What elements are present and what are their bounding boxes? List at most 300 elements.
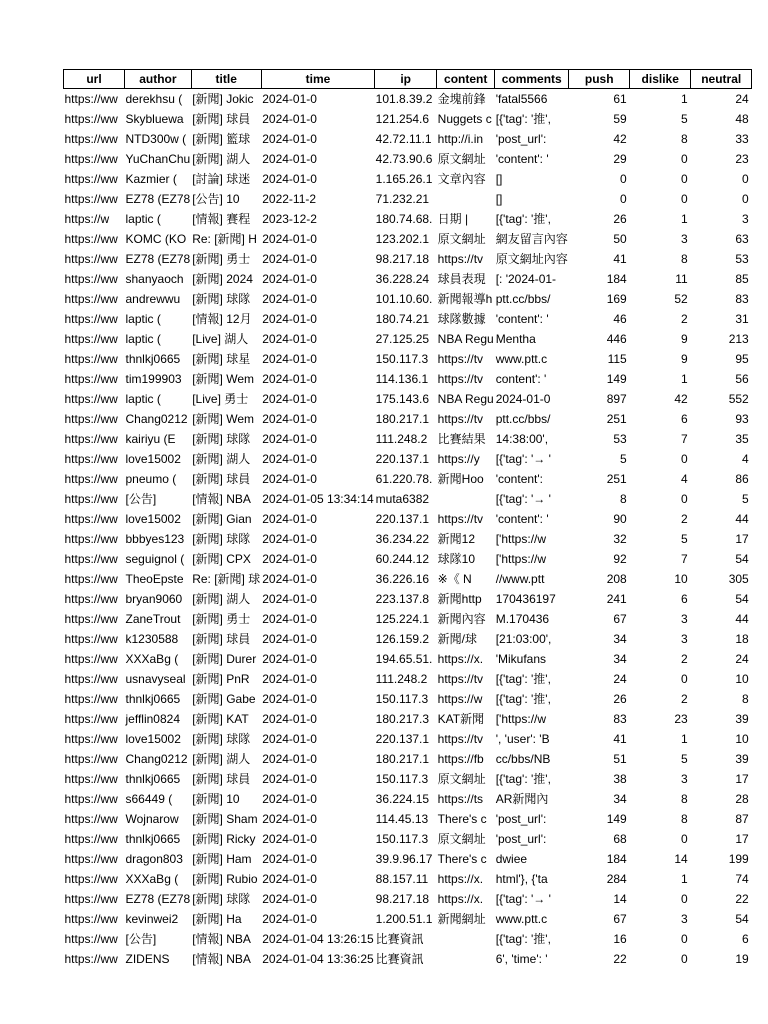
cell-neutral[interactable]: 552 [728, 392, 749, 406]
cell-neutral[interactable]: 10 [735, 732, 749, 746]
cell-ip[interactable]: 121.254.6 [375, 112, 430, 126]
header-author[interactable]: author [125, 70, 192, 89]
cell-author[interactable]: jefflin0824 [125, 712, 180, 726]
cell-time[interactable]: 2024-01-0 [262, 472, 317, 486]
cell-url[interactable]: https://ww [64, 392, 118, 406]
cell-time[interactable]: 2024-01-0 [262, 652, 317, 666]
cell-comments[interactable]: 'content': ' [495, 512, 549, 526]
cell-push[interactable]: 149 [606, 372, 627, 386]
cell-neutral[interactable]: 24 [735, 652, 749, 666]
cell-author[interactable]: laptic ( [125, 332, 161, 346]
cell-ip[interactable]: 111.248.2 [375, 672, 428, 686]
cell-title[interactable]: [新聞] 球隊 [192, 532, 251, 546]
cell-time[interactable]: 2024-01-0 [262, 452, 317, 466]
cell-comments[interactable]: [{'tag': '推', [495, 212, 551, 226]
cell-dislike[interactable]: 0 [681, 152, 688, 166]
cell-url[interactable]: https://ww [64, 792, 118, 806]
cell-author[interactable]: kevinwei2 [125, 912, 179, 926]
cell-url[interactable]: https://ww [64, 152, 118, 166]
cell-author[interactable]: XXXaBg ( [125, 872, 179, 886]
cell-time[interactable]: 2024-01-0 [262, 592, 317, 606]
cell-title[interactable]: [新聞] 球星 [192, 352, 251, 366]
cell-ip[interactable]: 42.72.11.1 [375, 132, 432, 146]
cell-time[interactable]: 2024-01-0 [262, 872, 317, 886]
cell-url[interactable]: https://ww [64, 852, 118, 866]
cell-content[interactable]: 文章內容 [437, 172, 486, 186]
cell-content[interactable]: http://i.in [437, 132, 484, 146]
cell-author[interactable]: KOMC (KO [125, 232, 187, 246]
cell-url[interactable]: https://ww [64, 892, 118, 906]
cell-title[interactable]: Re: [新聞] 球 [192, 572, 261, 586]
cell-ip[interactable]: 36.234.22 [375, 532, 430, 546]
cell-dislike[interactable]: 6 [681, 592, 688, 606]
cell-comments[interactable]: AR新聞內 [495, 792, 549, 806]
cell-url[interactable]: https://ww [64, 732, 118, 746]
cell-neutral[interactable]: 4 [742, 452, 749, 466]
cell-neutral[interactable]: 18 [735, 632, 749, 646]
cell-time[interactable]: 2024-01-0 [262, 532, 317, 546]
cell-comments[interactable]: ['https://w [495, 712, 547, 726]
cell-push[interactable]: 41 [613, 252, 627, 266]
cell-author[interactable]: dragon803 [125, 852, 183, 866]
cell-time[interactable]: 2024-01-04 13:26:15 [262, 932, 374, 946]
cell-neutral[interactable]: 24 [735, 92, 749, 106]
cell-push[interactable]: 34 [613, 652, 627, 666]
cell-neutral[interactable]: 305 [728, 572, 749, 586]
cell-time[interactable]: 2024-01-0 [262, 832, 317, 846]
header-ip[interactable]: ip [375, 70, 437, 89]
cell-time[interactable]: 2024-01-0 [262, 912, 317, 926]
cell-title[interactable]: [新聞] KAT [192, 712, 249, 726]
cell-ip[interactable]: 180.217.3 [375, 712, 430, 726]
cell-url[interactable]: https://ww [64, 832, 118, 846]
cell-dislike[interactable]: 3 [681, 612, 688, 626]
cell-ip[interactable]: 180.217.1 [375, 412, 430, 426]
cell-title[interactable]: [新聞] Jokic [192, 92, 254, 106]
cell-push[interactable]: 16 [613, 932, 627, 946]
cell-content[interactable]: NBA Regu [437, 332, 494, 346]
cell-ip[interactable]: 180.74.68. [375, 212, 433, 226]
cell-push[interactable]: 83 [613, 712, 627, 726]
cell-content[interactable]: 球隊數據 [437, 312, 486, 326]
cell-time[interactable]: 2024-01-0 [262, 252, 317, 266]
cell-content[interactable]: 金塊前鋒 [437, 92, 486, 106]
cell-comments[interactable]: [{'tag': '→ ' [495, 452, 551, 466]
cell-url[interactable]: https://ww [64, 172, 118, 186]
cell-neutral[interactable]: 17 [735, 832, 749, 846]
cell-content[interactable]: https://w [437, 692, 483, 706]
cell-dislike[interactable]: 7 [681, 432, 688, 446]
cell-dislike[interactable]: 3 [681, 632, 688, 646]
cell-push[interactable]: 115 [607, 352, 627, 366]
cell-push[interactable]: 68 [613, 832, 627, 846]
cell-push[interactable]: 46 [613, 312, 627, 326]
cell-comments[interactable]: 'content': [495, 472, 543, 486]
cell-push[interactable]: 51 [613, 752, 627, 766]
cell-content[interactable]: 日期 | [437, 212, 469, 226]
cell-push[interactable]: 0 [620, 192, 627, 206]
cell-dislike[interactable]: 0 [681, 892, 688, 906]
cell-content[interactable]: 新聞網址 [437, 912, 486, 926]
cell-content[interactable]: 原文網址 [437, 832, 486, 846]
cell-content[interactable]: Nuggets c [437, 112, 492, 126]
cell-neutral[interactable]: 3 [742, 212, 749, 226]
cell-title[interactable]: [新聞] Ham [192, 852, 252, 866]
cell-url[interactable]: https://ww [64, 412, 118, 426]
cell-author[interactable]: XXXaBg ( [125, 652, 179, 666]
cell-neutral[interactable]: 19 [735, 952, 749, 966]
cell-time[interactable]: 2024-01-04 13:36:25 [262, 952, 374, 966]
cell-comments[interactable]: 原文網址內容 [495, 252, 568, 266]
cell-dislike[interactable]: 1 [681, 732, 688, 746]
cell-author[interactable]: derekhsu ( [125, 92, 183, 106]
cell-comments[interactable]: 2024-01-0 [495, 392, 551, 406]
cell-time[interactable]: 2024-01-0 [262, 772, 317, 786]
cell-dislike[interactable]: 9 [681, 332, 688, 346]
cell-push[interactable]: 5 [620, 452, 627, 466]
cell-dislike[interactable]: 1 [681, 212, 688, 226]
cell-url[interactable]: https://ww [64, 872, 118, 886]
cell-dislike[interactable]: 5 [681, 112, 688, 126]
cell-title[interactable]: [新聞] 球隊 [192, 292, 251, 306]
cell-title[interactable]: [新聞] Wem [192, 372, 255, 386]
cell-neutral[interactable]: 17 [735, 532, 749, 546]
cell-url[interactable]: https://ww [64, 132, 118, 146]
cell-url[interactable]: https://ww [64, 92, 118, 106]
cell-dislike[interactable]: 23 [674, 712, 688, 726]
cell-dislike[interactable]: 8 [681, 252, 688, 266]
cell-dislike[interactable]: 1 [681, 372, 688, 386]
cell-title[interactable]: [新聞] Rubio [192, 872, 258, 886]
cell-neutral[interactable]: 85 [735, 272, 749, 286]
cell-dislike[interactable]: 1 [681, 872, 688, 886]
cell-content[interactable]: 新聞/球 [437, 632, 478, 646]
cell-title[interactable]: [情報] NBA [192, 492, 251, 506]
cell-author[interactable]: shanyaoch [125, 272, 184, 286]
cell-dislike[interactable]: 2 [681, 312, 688, 326]
cell-comments[interactable]: 'post_url': [495, 132, 547, 146]
cell-push[interactable]: 59 [613, 112, 627, 126]
cell-dislike[interactable]: 0 [681, 672, 688, 686]
cell-content[interactable] [437, 929, 495, 949]
cell-comments[interactable]: 網友留言內容 [495, 232, 568, 246]
cell-neutral[interactable]: 35 [735, 432, 749, 446]
cell-push[interactable]: 251 [606, 412, 627, 426]
cell-push[interactable]: 67 [613, 912, 627, 926]
cell-comments[interactable]: M.170436 [495, 612, 550, 626]
cell-url[interactable]: https://ww [64, 112, 118, 126]
cell-title[interactable]: Re: [新聞] H [192, 232, 257, 246]
cell-ip[interactable]: 220.137.1 [375, 732, 430, 746]
cell-title[interactable]: [新聞] Ha [192, 912, 242, 926]
cell-push[interactable]: 34 [613, 632, 627, 646]
cell-content[interactable]: NBA Regu [437, 392, 494, 406]
cell-title[interactable]: [新聞] 球隊 [192, 432, 251, 446]
cell-content[interactable]: 球隊10 [437, 552, 476, 566]
cell-ip[interactable]: 150.117.3 [375, 772, 429, 786]
cell-comments[interactable]: ptt.cc/bbs/ [495, 292, 551, 306]
cell-ip[interactable]: 36.224.15 [375, 792, 430, 806]
cell-time[interactable]: 2024-01-0 [262, 672, 317, 686]
cell-neutral[interactable]: 54 [735, 552, 749, 566]
cell-content[interactable]: https://x. [437, 652, 484, 666]
cell-ip[interactable]: 220.137.1 [375, 512, 430, 526]
header-content[interactable]: content [437, 70, 495, 89]
cell-dislike[interactable]: 2 [681, 512, 688, 526]
cell-push[interactable]: 251 [606, 472, 627, 486]
cell-time[interactable]: 2024-01-0 [262, 412, 317, 426]
cell-ip[interactable]: 98.217.18 [375, 892, 430, 906]
cell-url[interactable]: https://ww [64, 432, 118, 446]
cell-url[interactable]: https://ww [64, 712, 118, 726]
cell-neutral[interactable]: 63 [735, 232, 749, 246]
cell-push[interactable]: 897 [606, 392, 627, 406]
cell-ip[interactable]: 150.117.3 [375, 352, 429, 366]
cell-push[interactable]: 32 [613, 532, 627, 546]
cell-comments[interactable]: 'content': ' [495, 152, 549, 166]
cell-content[interactable]: There's c [437, 852, 487, 866]
cell-dislike[interactable]: 0 [681, 492, 688, 506]
cell-neutral[interactable]: 8 [742, 692, 749, 706]
cell-neutral[interactable]: 74 [735, 872, 749, 886]
cell-ip[interactable]: 111.248.2 [375, 432, 428, 446]
cell-neutral[interactable]: 39 [735, 712, 749, 726]
cell-comments[interactable]: 'content': ' [495, 312, 549, 326]
cell-neutral[interactable]: 33 [735, 132, 749, 146]
cell-title[interactable]: [新聞] Gian [192, 512, 252, 526]
cell-content[interactable]: https://tv [437, 412, 484, 426]
header-comments[interactable]: comments [495, 70, 569, 89]
cell-comments[interactable]: [{'tag': '推', [495, 112, 551, 126]
cell-neutral[interactable]: 39 [735, 752, 749, 766]
cell-author[interactable]: Chang0212 [125, 752, 188, 766]
cell-author[interactable]: andrewwu [125, 292, 181, 306]
cell-neutral[interactable]: 6 [742, 932, 749, 946]
cell-neutral[interactable]: 56 [735, 372, 749, 386]
cell-url[interactable]: https://ww [64, 752, 118, 766]
cell-author[interactable]: [公告] [125, 492, 157, 506]
cell-push[interactable]: 67 [613, 612, 627, 626]
cell-content[interactable]: https://tv [437, 252, 484, 266]
cell-dislike[interactable]: 6 [681, 412, 688, 426]
cell-dislike[interactable]: 8 [681, 132, 688, 146]
cell-ip[interactable]: 1.165.26.1 [375, 172, 433, 186]
cell-url[interactable]: https://ww [64, 232, 118, 246]
cell-ip[interactable]: 114.136.1 [375, 372, 429, 386]
cell-url[interactable]: https://ww [64, 252, 118, 266]
cell-comments[interactable]: [{'tag': '→ ' [495, 492, 551, 506]
cell-title[interactable]: [新聞] 球隊 [192, 732, 251, 746]
cell-content[interactable]: https://tv [437, 352, 484, 366]
cell-content[interactable]: 原文網址 [437, 152, 486, 166]
cell-title[interactable]: [新聞] 球員 [192, 112, 251, 126]
cell-neutral[interactable]: 23 [735, 152, 749, 166]
cell-author[interactable]: NTD300w ( [125, 132, 187, 146]
cell-url[interactable]: https://ww [64, 912, 118, 926]
cell-title[interactable]: [新聞] PnR [192, 672, 250, 686]
cell-content[interactable] [437, 489, 495, 509]
cell-dislike[interactable]: 0 [681, 832, 688, 846]
cell-ip[interactable]: 71.232.21 [375, 192, 430, 206]
cell-content[interactable]: https://tv [437, 372, 484, 386]
header-neutral[interactable]: neutral [691, 70, 752, 89]
cell-title[interactable]: [新聞] 2024 [192, 272, 253, 286]
cell-content[interactable]: https://tv [437, 672, 484, 686]
cell-url[interactable]: https://ww [64, 572, 118, 586]
cell-url[interactable]: https://ww [64, 932, 118, 946]
cell-comments[interactable]: 'post_url': [495, 832, 547, 846]
cell-push[interactable]: 169 [606, 292, 627, 306]
cell-dislike[interactable]: 8 [681, 792, 688, 806]
cell-neutral[interactable]: 199 [728, 852, 749, 866]
cell-time[interactable]: 2024-01-0 [262, 892, 317, 906]
cell-url[interactable]: https://ww [64, 352, 118, 366]
cell-time[interactable]: 2024-01-0 [262, 732, 317, 746]
cell-neutral[interactable]: 93 [735, 412, 749, 426]
cell-author[interactable]: Skybluewa [125, 112, 184, 126]
cell-ip[interactable]: 39.9.96.17 [375, 852, 433, 866]
cell-push[interactable]: 42 [613, 132, 627, 146]
cell-title[interactable]: [情報] NBA [192, 952, 251, 966]
cell-author[interactable]: Chang0212 [125, 412, 188, 426]
cell-url[interactable]: https://ww [64, 532, 118, 546]
cell-push[interactable]: 26 [613, 212, 627, 226]
cell-author[interactable]: EZ78 (EZ78 [125, 892, 191, 906]
cell-time[interactable]: 2024-01-0 [262, 852, 317, 866]
cell-push[interactable]: 38 [613, 772, 627, 786]
cell-author[interactable]: bbbyes123 [125, 532, 185, 546]
cell-author[interactable]: seguignol ( [125, 552, 185, 566]
cell-content[interactable]: https://x. [437, 872, 484, 886]
cell-neutral[interactable]: 87 [735, 812, 749, 826]
cell-time[interactable]: 2024-01-0 [262, 152, 317, 166]
cell-ip[interactable]: muta6382 [375, 492, 430, 506]
cell-author[interactable]: s66449 ( [125, 792, 173, 806]
cell-neutral[interactable]: 86 [735, 472, 749, 486]
cell-comments[interactable]: dwiee [495, 852, 528, 866]
cell-comments[interactable]: html'}, {'ta [495, 872, 548, 886]
cell-comments[interactable]: ['https://w [495, 532, 547, 546]
cell-ip[interactable]: 194.65.51. [375, 652, 433, 666]
cell-time[interactable]: 2024-01-0 [262, 112, 317, 126]
cell-time[interactable]: 2024-01-05 13:34:14 [262, 492, 374, 506]
header-time[interactable]: time [261, 70, 374, 89]
cell-title[interactable]: [討論] 球迷 [192, 172, 251, 186]
cell-author[interactable]: EZ78 (EZ78 [125, 192, 191, 206]
cell-author[interactable]: Wojnarow [125, 812, 179, 826]
cell-author[interactable]: love15002 [125, 452, 181, 466]
cell-comments[interactable]: 170436197 [495, 592, 556, 606]
cell-neutral[interactable]: 53 [735, 252, 749, 266]
cell-title[interactable]: [新聞] 湖人 [192, 752, 251, 766]
cell-ip[interactable]: 27.125.25 [375, 332, 430, 346]
cell-author[interactable]: laptic ( [125, 392, 161, 406]
cell-push[interactable]: 241 [606, 592, 627, 606]
cell-comments[interactable]: [{'tag': '推', [495, 672, 551, 686]
cell-ip[interactable]: 180.74.21 [375, 312, 430, 326]
header-push[interactable]: push [569, 70, 630, 89]
cell-dislike[interactable]: 14 [674, 852, 688, 866]
cell-author[interactable]: thnlkj0665 [125, 692, 181, 706]
cell-neutral[interactable]: 28 [735, 792, 749, 806]
cell-comments[interactable]: //www.ptt [495, 572, 545, 586]
cell-title[interactable]: [新聞] Durer [192, 652, 257, 666]
cell-title[interactable]: [新聞] 球隊 [192, 892, 251, 906]
cell-comments[interactable]: [] [495, 192, 503, 206]
cell-dislike[interactable]: 52 [674, 292, 688, 306]
cell-dislike[interactable]: 0 [681, 172, 688, 186]
cell-content[interactable]: KAT新聞 [437, 712, 485, 726]
cell-ip[interactable]: 98.217.18 [375, 252, 430, 266]
cell-time[interactable]: 2024-01-0 [262, 372, 317, 386]
cell-comments[interactable]: 'fatal5566 [495, 92, 548, 106]
cell-neutral[interactable]: 44 [735, 512, 749, 526]
cell-time[interactable]: 2023-12-2 [262, 212, 317, 226]
cell-content[interactable]: 新聞Hoo [437, 472, 484, 486]
cell-dislike[interactable]: 42 [674, 392, 688, 406]
cell-time[interactable]: 2024-01-0 [262, 292, 317, 306]
cell-author[interactable]: [公告] [125, 932, 157, 946]
cell-title[interactable]: [Live] 勇士 [192, 392, 249, 406]
cell-title[interactable]: [新聞] 勇士 [192, 612, 251, 626]
cell-ip[interactable]: 88.157.11 [375, 872, 429, 886]
cell-title[interactable]: [新聞] 湖人 [192, 152, 251, 166]
cell-neutral[interactable]: 0 [742, 172, 749, 186]
cell-comments[interactable]: 14:38:00', [495, 432, 549, 446]
cell-title[interactable]: [新聞] Gabe [192, 692, 256, 706]
cell-neutral[interactable]: 48 [735, 112, 749, 126]
cell-neutral[interactable]: 213 [728, 332, 749, 346]
cell-comments[interactable]: 6', 'time': ' [495, 952, 548, 966]
cell-time[interactable]: 2024-01-0 [262, 572, 317, 586]
cell-title[interactable]: [情報] 12月 [192, 312, 252, 326]
cell-ip[interactable]: 223.137.8 [375, 592, 430, 606]
cell-push[interactable]: 90 [613, 512, 627, 526]
cell-dislike[interactable]: 0 [681, 192, 688, 206]
cell-comments[interactable]: cc/bbs/NB [495, 752, 551, 766]
cell-push[interactable]: 41 [613, 732, 627, 746]
cell-author[interactable]: love15002 [125, 512, 181, 526]
cell-comments[interactable]: content': ' [495, 372, 547, 386]
cell-ip[interactable]: 126.159.2 [375, 632, 430, 646]
cell-ip[interactable]: 123.202.1 [375, 232, 430, 246]
cell-ip[interactable]: 比賽資訊 [375, 952, 424, 966]
cell-ip[interactable]: 60.244.12 [375, 552, 430, 566]
cell-author[interactable]: Kazmier ( [125, 172, 177, 186]
cell-content[interactable]: https://x. [437, 892, 484, 906]
cell-time[interactable]: 2024-01-0 [262, 792, 317, 806]
cell-url[interactable]: https://ww [64, 272, 118, 286]
cell-title[interactable]: [情報] 賽程 [192, 212, 251, 226]
cell-author[interactable]: tim199903 [125, 372, 182, 386]
cell-content[interactable]: 原文網址 [437, 232, 486, 246]
cell-time[interactable]: 2024-01-0 [262, 552, 317, 566]
cell-neutral[interactable]: 10 [735, 672, 749, 686]
cell-author[interactable]: EZ78 (EZ78 [125, 252, 191, 266]
cell-neutral[interactable]: 95 [735, 352, 749, 366]
cell-time[interactable]: 2024-01-0 [262, 752, 317, 766]
cell-neutral[interactable]: 83 [735, 292, 749, 306]
cell-url[interactable]: https://ww [64, 452, 118, 466]
cell-title[interactable]: [新聞] 湖人 [192, 452, 251, 466]
cell-author[interactable]: TheoEpste [125, 572, 184, 586]
cell-comments[interactable]: ptt.cc/bbs/ [495, 412, 551, 426]
header-dislike[interactable]: dislike [630, 70, 691, 89]
cell-ip[interactable]: 175.143.6 [375, 392, 430, 406]
cell-author[interactable]: laptic ( [125, 212, 161, 226]
cell-time[interactable]: 2024-01-0 [262, 692, 317, 706]
cell-dislike[interactable]: 3 [681, 912, 688, 926]
